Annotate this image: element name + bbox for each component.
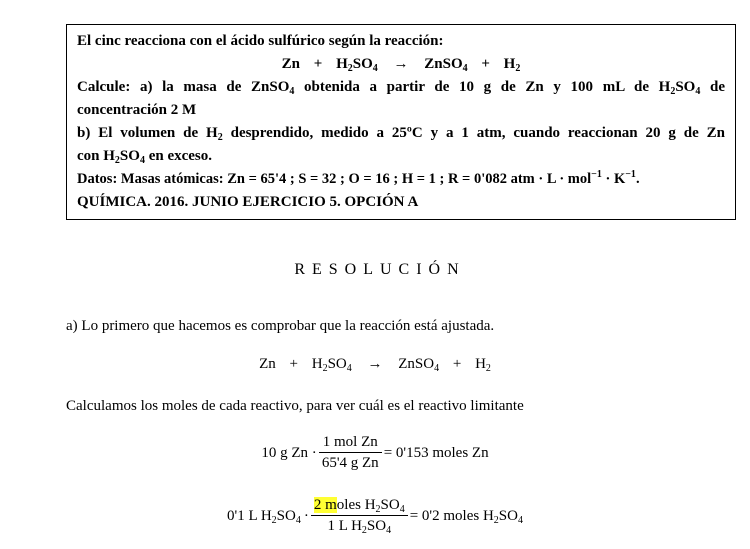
calc-moles-zn [0,434,750,472]
calc-moles-h2so4: 0'1 L $H_2SO_4$ · $\frac{2 moles H_2SO_4}{1 L H_2SO_4}$ = 0'2 moles $H_2SO_4$ [227,497,523,536]
reactant-h2so4: $H_2SO_4$ [336,56,378,74]
plus-sign: + [481,56,490,72]
resolucion-heading: RESOLUCIÓN [294,261,466,278]
problem-statement-box [66,24,736,220]
calc2-denominator: 1 L $H_2SO_4$ [327,518,392,536]
calc2-numerator: 2 moles $H_2SO_4$ [311,497,408,516]
problem-intro: El cinc reacciona con el ácido sulfúrico según la reacción: [77,33,444,49]
problem-source: QUÍMICA. 2016. JUNIO EJERCICIO 5. OPCIÓN A [77,194,419,210]
balanced-equation: $Zn + H_2SO_4$ → ZnSO$_4$ + $H_2$ [259,356,491,374]
problem-reaction [77,53,725,76]
reaction-arrow: → [393,56,409,72]
calc1-left: 10 g Zn · [261,444,317,461]
problem-part-b: b) El volumen de $H_2$ desprendido, medido a 25ºC y a 1 atm, cuando reaccionan 20 g de Zn [77,125,725,143]
paragraph-limiting-reagent: Calculamos los moles de cada reactivo, para ver cuál es el reactivo limitante [66,398,524,414]
product-h2: $H_2$ [503,56,521,74]
problem-part-b-cont: con $H_2SO_4$ en exceso. [77,148,212,166]
highlight-mark: 2 m [313,497,337,513]
paragraph-check-balance: a) Lo primero que hacemos es comprobar que la reacción está ajustada. [66,318,495,334]
calc2-result: = 0'2 moles $H_2SO_4$ [409,507,523,526]
problem-part-a-cont: concentración 2 M [77,102,197,118]
calc2-left: 0'1 L $H_2SO_4$ [227,507,301,526]
problem-part-a: Calcule: a) la masa de ZnSO$_4$ obtenida a partir de 10 g de Zn y 100 mL de $H_2SO_4$ de [77,79,725,97]
calc2-fraction [311,497,408,535]
calc1-denominator: 65'4 g Zn [321,455,379,471]
calc1-numerator: 1 mol Zn [319,434,382,453]
plus-sign: + [313,56,323,72]
reactant-zn: Zn [281,56,300,72]
calc1-result: = 0'153 moles Zn [383,444,489,461]
problem-data: Datos: Masas atómicas: Zn = 65'4 ; S = 32 ; O = 16 ; H = 1 ; R = 0'082 atm · $L \cdot mol^{-1} \cdot K^{-1}$. [77,169,640,187]
calc1-fraction [319,434,382,472]
product-znso4: ZnSO$_4$ [424,56,468,74]
